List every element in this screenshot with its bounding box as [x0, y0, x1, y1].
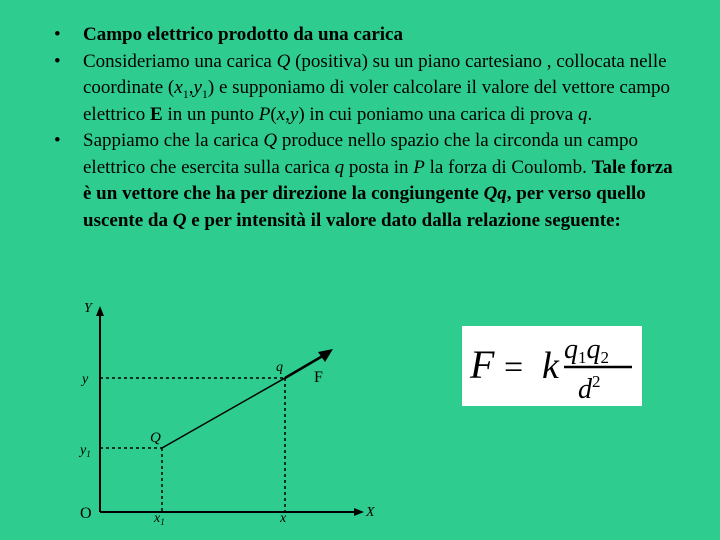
bullet-dot: • — [54, 130, 61, 151]
formula-F: F — [470, 342, 495, 387]
x1-sub: 1 — [160, 517, 165, 527]
subscript: 1 — [201, 86, 208, 101]
symbol-Q: Q — [263, 130, 278, 151]
q1-base: q — [564, 334, 578, 365]
symbol-q: q — [334, 156, 345, 178]
origin-label: O — [80, 505, 92, 522]
q2-base: q — [586, 334, 601, 365]
bullet-3 — [54, 128, 674, 234]
q1-sub: 1 — [578, 348, 587, 367]
segment-Qq — [162, 378, 285, 448]
force-arrowhead-icon — [318, 349, 333, 362]
text-run: . — [587, 103, 593, 125]
symbol-Q: Q — [276, 50, 291, 72]
text-run: posta in — [344, 156, 414, 178]
text-run: Sappiamo che la carica — [83, 130, 264, 151]
symbol-P: P — [413, 156, 425, 178]
formula-k: k — [542, 345, 559, 387]
text-run: , — [188, 77, 194, 98]
bullet-dot: • — [54, 24, 61, 45]
d-exponent: 2 — [592, 372, 601, 391]
coulomb-formula — [462, 326, 642, 406]
text-run: in cui poniamo una carica di prova — [304, 103, 578, 125]
y1-base: y — [80, 443, 87, 458]
bullet-2 — [54, 49, 674, 129]
d-base: d — [578, 374, 592, 405]
formula-equals: = — [504, 349, 524, 386]
q2-sub: 2 — [600, 348, 609, 367]
point-q-label: q — [276, 360, 283, 375]
text-run: ) — [298, 103, 305, 125]
symbol-q: q — [577, 103, 588, 125]
axis-y-label: Y — [84, 301, 92, 316]
x-axis-arrow-icon — [354, 508, 364, 516]
x1-base: x — [154, 511, 161, 526]
text-run: produce nello spazio che la circonda un campo elettrico che esercita sulla carica — [83, 130, 639, 178]
text-run: , — [285, 103, 290, 125]
symbol-Qq: Qq — [483, 183, 507, 204]
symbol-x: x — [276, 103, 286, 125]
axis-x-label: X — [366, 505, 375, 520]
coulomb-formula-box — [462, 326, 642, 406]
coordinate-diagram — [0, 290, 400, 540]
bullet-1 — [54, 22, 674, 49]
text-run-bold: e per intensità il valore dato dalla relazione seguente: — [186, 209, 621, 231]
point-Q-label: Q — [150, 430, 161, 446]
symbol-x: x — [174, 77, 183, 98]
formula-denominator — [578, 372, 601, 405]
y-axis-arrow-icon — [96, 306, 104, 316]
force-label: F — [314, 369, 323, 386]
symbol-E: E — [150, 103, 163, 125]
y1-tick-label — [78, 443, 91, 459]
formula-numerator — [564, 334, 609, 367]
text-run-bold: Tale forza è un vettore che ha per direzione la congiungente — [83, 156, 673, 204]
y1-sub: 1 — [86, 449, 91, 459]
bullet-dot: • — [54, 50, 61, 72]
symbol-Q: Q — [172, 209, 187, 231]
text-run: ( — [270, 103, 277, 125]
text-run: (positiva) su un piano cartesiano , collocata nelle coordinate ( — [83, 50, 667, 98]
text-run: ) e supponiamo di voler calcolare il valore del vettore campo elettrico — [83, 77, 671, 125]
symbol-y: y — [289, 103, 299, 125]
symbol-P: P — [258, 103, 271, 125]
bullet-2-text — [83, 51, 670, 125]
text-run: la forza di Coulomb. — [424, 156, 592, 178]
bullet-3-text — [83, 130, 673, 231]
text-run: in un punto — [162, 103, 259, 125]
symbol-y: y — [193, 77, 202, 98]
x-tick-label: x — [280, 511, 287, 526]
bullet-1-text: Campo elettrico prodotto da una carica — [83, 24, 403, 45]
bullet-list — [54, 22, 674, 234]
x1-tick-label — [153, 511, 165, 527]
y-tick-label: y — [82, 372, 89, 387]
text-run-bold: , per verso quello uscente da — [83, 183, 646, 231]
subscript: 1 — [182, 86, 189, 101]
text-run: Consideriamo una carica — [83, 50, 277, 72]
